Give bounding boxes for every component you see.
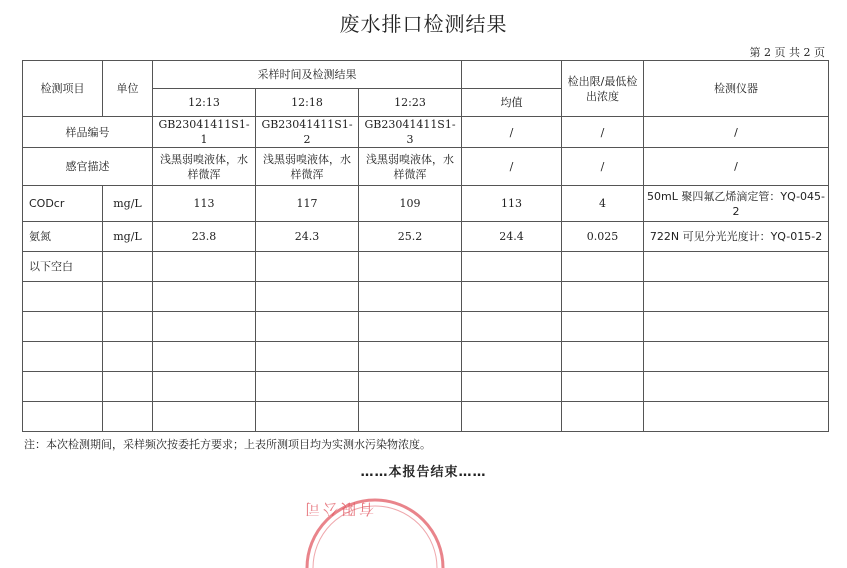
table-row	[23, 342, 829, 372]
row-item	[23, 282, 103, 312]
row-value: GB23041411S1-3	[359, 117, 462, 148]
row-limit	[562, 402, 644, 432]
row-unit	[103, 282, 153, 312]
row-value	[153, 282, 256, 312]
row-limit: 4	[562, 186, 644, 222]
row-item: 样品编号	[23, 117, 153, 148]
report-title: 废水排口检测结果	[339, 12, 508, 36]
header-item: 检测项目	[23, 61, 103, 117]
row-avg	[462, 402, 562, 432]
header-avg: 均值	[462, 89, 562, 117]
seal-text: 有限公司	[302, 500, 375, 518]
row-item: 以下空白	[23, 252, 103, 282]
row-value	[153, 252, 256, 282]
table-row	[23, 372, 829, 402]
table-row	[23, 117, 829, 148]
row-value	[256, 312, 359, 342]
row-value: 113	[153, 186, 256, 222]
row-value	[153, 372, 256, 402]
row-avg	[462, 372, 562, 402]
results-table	[22, 60, 829, 432]
header-limit: 检出限/最低检出浓度	[562, 61, 644, 117]
header-sampling: 采样时间及检测结果	[153, 61, 462, 89]
row-instrument	[644, 372, 829, 402]
row-instrument: 722N 可见分光光度计：YQ-015-2	[644, 222, 829, 252]
row-unit: mg/L	[103, 222, 153, 252]
row-limit: 0.025	[562, 222, 644, 252]
row-value: 117	[256, 186, 359, 222]
row-instrument: /	[644, 117, 829, 148]
row-item: CODcr	[23, 186, 103, 222]
row-value: 23.8	[153, 222, 256, 252]
header-time-1: 12:13	[153, 89, 256, 117]
row-item	[23, 312, 103, 342]
row-limit	[562, 282, 644, 312]
row-instrument: 50mL 聚四氟乙烯滴定管：YQ-045-2	[644, 186, 829, 222]
row-avg	[462, 252, 562, 282]
row-avg	[462, 282, 562, 312]
row-value	[256, 282, 359, 312]
row-limit	[562, 252, 644, 282]
row-value	[359, 312, 462, 342]
table-row	[23, 186, 829, 222]
row-value: 109	[359, 186, 462, 222]
header-time-2: 12:18	[256, 89, 359, 117]
row-instrument	[644, 402, 829, 432]
row-limit: /	[562, 148, 644, 186]
table-row	[23, 402, 829, 432]
row-limit	[562, 312, 644, 342]
row-instrument	[644, 252, 829, 282]
row-avg	[462, 312, 562, 342]
table-row	[23, 312, 829, 342]
row-value	[153, 402, 256, 432]
row-value	[359, 372, 462, 402]
table-body	[23, 117, 829, 432]
row-limit	[562, 342, 644, 372]
table-row	[23, 282, 829, 312]
row-value	[359, 342, 462, 372]
row-instrument	[644, 342, 829, 372]
row-avg: /	[462, 117, 562, 148]
row-unit	[103, 252, 153, 282]
row-value: GB23041411S1-2	[256, 117, 359, 148]
table-row	[23, 148, 829, 186]
header-unit: 单位	[103, 61, 153, 117]
end-of-report: ……本报告结束……	[360, 465, 487, 480]
row-value	[256, 402, 359, 432]
row-value: 24.3	[256, 222, 359, 252]
row-limit: /	[562, 117, 644, 148]
row-unit	[103, 402, 153, 432]
header-time-3: 12:23	[359, 89, 462, 117]
table-row	[23, 252, 829, 282]
row-item	[23, 372, 103, 402]
row-value: 浅黑弱嗅液体，水样微浑	[359, 148, 462, 186]
row-instrument	[644, 282, 829, 312]
row-value: 浅黑弱嗅液体，水样微浑	[256, 148, 359, 186]
row-value	[153, 342, 256, 372]
row-instrument: /	[644, 148, 829, 186]
footnote: 注：本次检测期间，采样频次按委托方要求；上表所测项目均为实测水污染物浓度。	[24, 438, 431, 451]
row-value: 浅黑弱嗅液体，水样微浑	[153, 148, 256, 186]
page-number: 第 2 页 共 2 页	[749, 46, 825, 59]
row-avg: 24.4	[462, 222, 562, 252]
row-item: 氨氮	[23, 222, 103, 252]
row-item: 感官描述	[23, 148, 153, 186]
header-blank	[462, 61, 562, 89]
row-value	[256, 342, 359, 372]
row-limit	[562, 372, 644, 402]
row-value	[359, 402, 462, 432]
row-item	[23, 342, 103, 372]
row-unit	[103, 312, 153, 342]
row-instrument	[644, 312, 829, 342]
row-avg	[462, 342, 562, 372]
table-row	[23, 222, 829, 252]
header-instrument: 检测仪器	[644, 61, 829, 117]
row-value	[359, 282, 462, 312]
row-value	[256, 372, 359, 402]
row-unit	[103, 372, 153, 402]
row-item	[23, 402, 103, 432]
row-value	[359, 252, 462, 282]
row-unit	[103, 342, 153, 372]
row-value: 25.2	[359, 222, 462, 252]
row-value	[153, 312, 256, 342]
row-unit: mg/L	[103, 186, 153, 222]
row-value	[256, 252, 359, 282]
row-avg: 113	[462, 186, 562, 222]
row-avg: /	[462, 148, 562, 186]
row-value: GB23041411S1-1	[153, 117, 256, 148]
